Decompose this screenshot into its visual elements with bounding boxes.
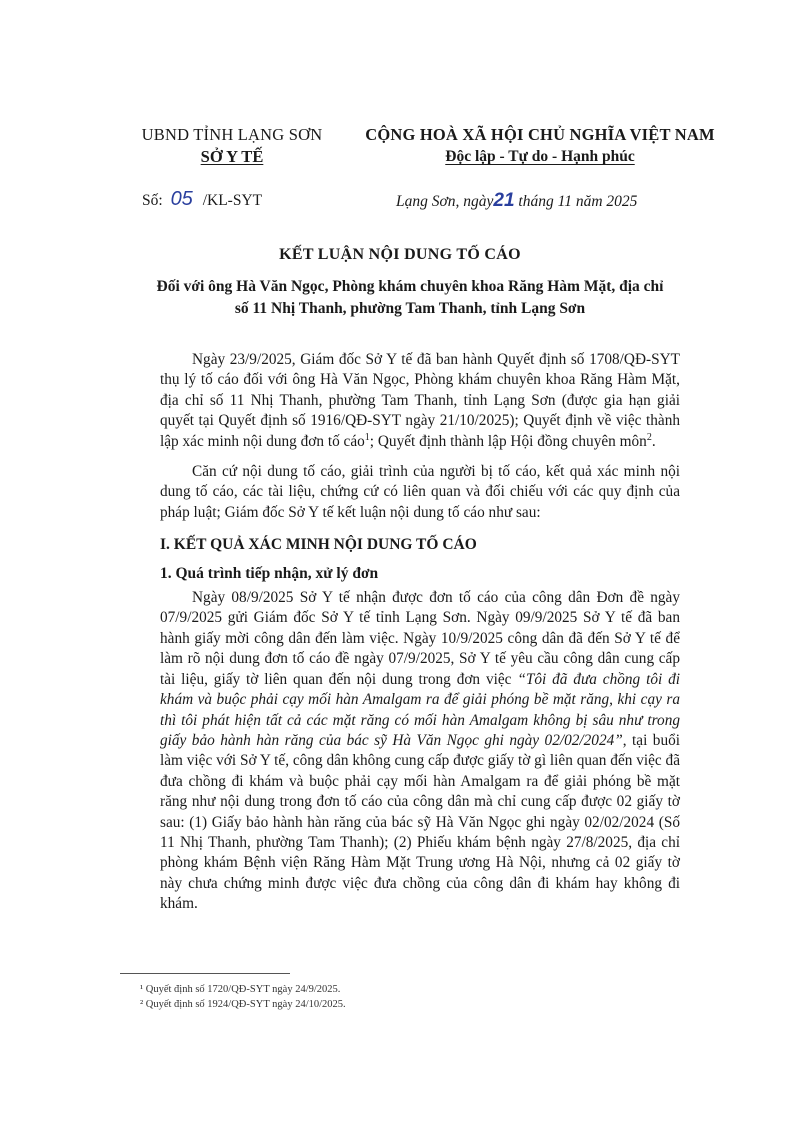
issuing-agency-block	[132, 124, 332, 168]
document-number	[142, 188, 262, 211]
document-title: KẾT LUẬN NỘI DUNG TỐ CÁO	[279, 246, 521, 263]
department-name: SỞ Y TẾ	[200, 147, 264, 166]
footnote-2: ² Quyết định số 1924/QĐ-SYT ngày 24/10/2025.	[140, 999, 346, 1010]
footnotes	[140, 982, 346, 1012]
doc-number-handwritten: 05	[170, 188, 193, 210]
document-date	[396, 190, 637, 212]
footnote-divider	[120, 973, 290, 974]
paragraph-3	[160, 588, 680, 915]
doc-number-prefix: Số:	[142, 192, 163, 209]
paragraph-1	[160, 350, 680, 452]
national-heading-block	[342, 124, 738, 168]
footnote-ref-2: 2	[646, 431, 652, 443]
p3-text-end: , tại buổi làm việc với Sở Y tế, công dân không cung cấp được giấy tờ gì liên quan đến việc đã đưa chồng đi khám và buộc phải cạy mối hàn Amalgam ra để giải phóng bề mặt răng như nội dung trong đơn tố cáo của công dân mà chỉ cung cấp được 02 giấy tờ sau: (1) Giấy bảo hành hàn răng của bác sỹ Hà Văn Ngọc ghi ngày 02/02/2024 (Số 11 Nhị Thanh, phường Tam Thanh); (2) Phiếu khám bệnh ngày 27/8/2025, địa chỉ phòng khám Bệnh viện Răng Hàm Mặt Trung ương Hà Nội, nhưng cả 02 giấy tờ này chưa chứng minh được việc đưa chồng của công dân đi khám hay không đi khám.	[160, 731, 681, 913]
p1-text-end: .	[651, 432, 656, 450]
p3-quote: “Tôi đã đưa chồng tôi đi khám và buộc phải cạy mối hàn Amalgam ra để giải phóng bề mặt răng, khi cạy ra thì tôi phát hiện tất cả các mặt răng có mối hàn Amalgam không bị sâu như trong giấy bảo hành hàn răng của bác sỹ Hà Văn Ngọc ghi ngày 02/02/2024”	[160, 670, 680, 749]
date-prefix: Lạng Sơn, ngày	[396, 193, 494, 210]
subsection-heading-1: 1. Quá trình tiếp nhận, xử lý đơn	[160, 564, 379, 582]
paragraph-2: Căn cứ nội dung tố cáo, giải trình của người bị tố cáo, kết quả xác minh nội dung tố cáo, các tài liệu, chứng cứ có liên quan và đối chiếu với các quy định của pháp luật; Giám đốc Sở Y tế kết luận nội dung tố cáo như sau:	[160, 463, 680, 521]
document-body	[160, 350, 680, 915]
agency-name: UBND TỈNH LẠNG SƠN	[141, 125, 323, 144]
p3-text: Ngày 08/9/2025 Sở Y tế nhận được đơn tố cáo của công dân Đơn đề ngày 07/9/2025 gửi Giám đốc Sở Y tế tỉnh Lạng Sơn. Ngày 09/9/2025 Sở Y tế đã ban hành giấy mời công dân đến làm việc. Ngày 10/9/2025 công dân đã đến Sở Y tế để làm rõ nội dung đơn tố cáo đề ngày 07/9/2025, Sở Y tế yêu cầu công dân cung cấp tài liệu, giấy tờ liên quan đến nội dung trong đơn việc	[160, 589, 680, 688]
p1-text-mid: ; Quyết định thành lập Hội đồng chuyên môn	[369, 432, 647, 450]
p1-text: Ngày 23/9/2025, Giám đốc Sở Y tế đã ban hành Quyết định số 1708/QĐ-SYT thụ lý tố cáo đối với ông Hà Văn Ngọc, Phòng khám chuyên khoa Răng Hàm Mặt, địa chỉ số 11 Nhị Thanh, phường Tam Thanh, tỉnh Lạng Sơn (được gia hạn giải quyết tại Quyết định số 1916/QĐ-SYT ngày 21/10/2025); Quyết định về việc thành lập xác minh nội dung đơn tố cáo	[160, 351, 680, 450]
document-subtitle: Đối với ông Hà Văn Ngọc, Phòng khám chuyên khoa Răng Hàm Mặt, địa chỉ số 11 Nhị Thanh, phường Tam Thanh, tỉnh Lạng Sơn	[156, 278, 664, 317]
date-day-handwritten: 21	[493, 190, 515, 211]
national-motto: Độc lập - Tự do - Hạnh phúc	[445, 148, 635, 165]
doc-number-suffix: /KL-SYT	[202, 192, 263, 209]
section-heading-1: I. KẾT QUẢ XÁC MINH NỘI DUNG TỐ CÁO	[160, 536, 477, 554]
footnote-ref-1: 1	[364, 431, 370, 443]
date-suffix: tháng 11 năm 2025	[518, 193, 638, 210]
nation-name: CỘNG HOÀ XÃ HỘI CHỦ NGHĨA VIỆT NAM	[365, 125, 715, 144]
footnote-1: ¹ Quyết định số 1720/QĐ-SYT ngày 24/9/2025.	[140, 984, 341, 995]
